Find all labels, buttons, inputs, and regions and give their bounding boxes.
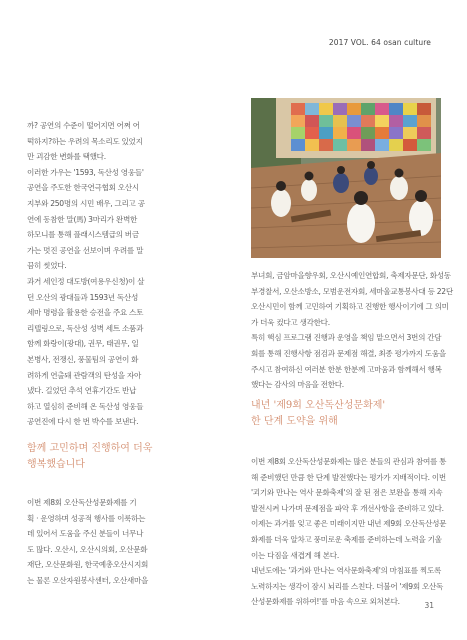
paragraph-line: 화제를 더욱 알차고 풍미로운 축제를 준비하는데 노력을 기울 — [251, 534, 442, 544]
paragraph-line: '괴기와 만나는 역사 문화축제'의 잘 된 점은 보완을 통해 지속 — [251, 488, 443, 498]
paragraph-line: 공연을 주도한 한국연극협회 오산시 — [27, 183, 139, 193]
right-column-text — [251, 268, 453, 393]
paragraph-line: 데 있어서 도움을 주신 분들이 너무나 — [27, 529, 144, 539]
paragraph-line: 이러한 가우는 '1593, 독산성 영웅들' — [27, 167, 144, 177]
paragraph-line: 재단, 오산문화원, 한국예총오산시지회 — [27, 560, 149, 570]
performance-photo-top — [251, 98, 441, 258]
paragraph-line: 냈다. 길었던 추석 연휴기간도 반납 — [27, 386, 137, 396]
paragraph-line: 도 많다. 오산시, 오산시의회, 오산문화 — [27, 544, 148, 554]
right-column-bottom-text — [251, 454, 446, 610]
paragraph-line: 본병사, 전쟁신, 풍물팀의 공연이 화 — [27, 354, 139, 364]
paragraph-line: 리텔링으로, 독산성 성벽 세트 소품과 — [27, 323, 144, 333]
page-number: 31 — [424, 601, 434, 610]
heading-line: 내년 '제9회 오산독산성문화제' — [251, 400, 386, 411]
paragraph-line: 산성문화제를 위하여!'를 마음 속으로 외쳐본다. — [251, 597, 400, 607]
paragraph-line: 이제는 과거를 잊고 좋은 미래이지만 내년 제9회 오산독산성문 — [251, 519, 447, 529]
paragraph-line: 이는 다짐을 새겹게 해 본다. — [251, 550, 339, 560]
heading-line: 한 단계 도약을 위해 — [251, 416, 338, 427]
issue-header: 2017 VOL. 64 osan culture — [328, 38, 431, 47]
section-heading-right — [251, 398, 385, 430]
heading-line: 함께 고민하며 진행하여 더욱 — [27, 443, 153, 454]
paragraph-line: 과거 세인정 대도방(여용우신청)이 살 — [27, 276, 145, 286]
paragraph-line: 해 준비했던 만큼 한 단계 발전했다는 평가가 지배적이다. 이번 — [251, 472, 446, 482]
paragraph-line: 획 · 운영하며 성공적 행사를 이룩하는 — [27, 513, 146, 523]
paragraph-line: 려하게 연출돼 관람객의 탄성을 자아 — [27, 370, 141, 380]
heading-line: 행복했습니다 — [27, 459, 85, 470]
paragraph-line: 하고 열심히 준비해 온 독산성 영웅들 — [27, 401, 144, 411]
paragraph-line: 이번 제8회 오산독산성문화제는 많은 분들의 관심과 참여를 통 — [251, 457, 447, 466]
paragraph-line: 부경찰서, 오산소방소, 모범운전자회, 세마울교통봉사대 등 22단 — [251, 286, 453, 296]
paragraph-line: 떡하지?하는 우려의 목소리도 있었지 — [27, 136, 143, 146]
paragraph-line: 는 물론 오산자원봉사센터, 오산새마을 — [27, 575, 149, 585]
paragraph-line: 내년도에는 '과거와 만나는 역사문화축제'의 마침표를 찍도록 — [251, 566, 442, 576]
paragraph-line: 던 오산의 광대들과 1593년 독산성 — [27, 292, 139, 302]
paragraph-line: 주시고 참여하신 여러분 한분 한분께 고마움과 함께해서 행복 — [251, 364, 442, 374]
paragraph-line: 이번 제8회 오산독산성문화제를 기 — [27, 498, 137, 507]
paragraph-line: 함께 화랑이(광대), 권무, 태권무, 일 — [27, 339, 139, 349]
paragraph-line: 가 더욱 컸다고 생각한다. — [251, 317, 330, 327]
paragraph-line: 공연진에 다시 한 번 박수를 보낸다. — [27, 417, 139, 427]
left-column-bottom-text — [27, 495, 148, 589]
paragraph-line: 하모니를 통해 플래시스템급의 버금 — [27, 230, 139, 240]
paragraph-line: 만 괴감한 변화를 택했다. — [27, 152, 106, 162]
paragraph-line: 연에 동참한 말(馬) 3마리가 완벽한 — [27, 214, 138, 224]
paragraph-line: 가는 멋진 공연을 선보이며 우려를 말 — [27, 245, 144, 255]
paragraph-line: 부녀회, 금암마을향우회, 오산시예인연합회, 축제자문단, 화성동 — [251, 271, 451, 280]
paragraph-line: 오산시민이 함께 고민하여 기획하고 진행한 행사이기에 그 의미 — [251, 302, 449, 312]
left-column-text — [27, 118, 145, 430]
paragraph-line: 세마 명령을 활용한 승전을 주요 스토 — [27, 308, 144, 318]
paragraph-line: 특히 핵심 프로그램 진행과 운영을 책임 맡으면서 3번의 간담 — [251, 333, 442, 343]
musicians-illustration — [251, 98, 441, 258]
paragraph-line: 지부와 250명의 시민 배우, 그리고 공 — [27, 198, 145, 208]
paragraph-line: 끔히 씻었다. — [27, 261, 67, 271]
paragraph-line: 노력하지는 생각이 잠시 뇌리를 스친다. 더불어 '제9회 오산독 — [251, 581, 444, 591]
paragraph-line: 했다는 감사의 마음을 전한다. — [251, 380, 344, 390]
paragraph-line: 회를 통해 진행사항 점검과 문제점 해결, 최종 평가까지 도움을 — [251, 348, 446, 358]
paragraph-line: 까? 공연의 수준이 떨어지면 어쩌 어 — [27, 121, 140, 130]
paragraph-line: 발전시켜 나가며 문제점을 파악 후 개선사항을 준비하고 있다. — [251, 503, 444, 513]
